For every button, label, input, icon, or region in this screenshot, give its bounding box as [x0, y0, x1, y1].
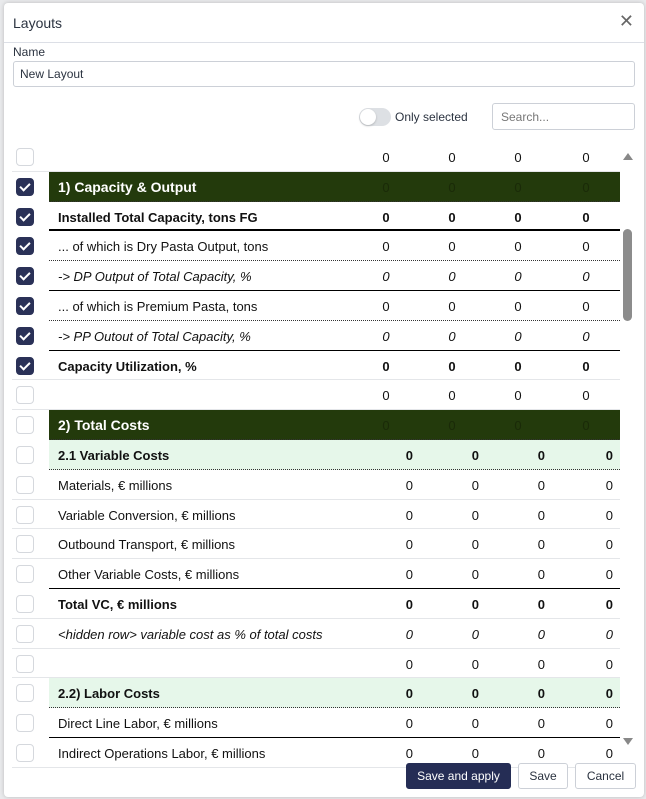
row-checkbox[interactable]: [16, 625, 34, 643]
row-checkbox[interactable]: [16, 684, 34, 702]
row-checkbox[interactable]: [16, 595, 34, 613]
row-value: 0: [382, 269, 390, 285]
row-value: 0: [514, 179, 522, 195]
row-body: [49, 142, 620, 172]
name-label: Name: [13, 45, 46, 59]
row-checkbox[interactable]: [16, 237, 34, 255]
row-value: 0: [537, 537, 545, 553]
table-row: [4, 619, 620, 649]
row-body: [49, 470, 620, 500]
row-value: 0: [537, 745, 545, 761]
table-row: [4, 172, 620, 202]
row-value: 0: [605, 447, 613, 463]
row-value: 0: [605, 537, 613, 553]
row-value: 0: [448, 298, 456, 314]
row-value: 0: [448, 209, 456, 225]
row-body: [49, 559, 620, 589]
table-row: [4, 678, 620, 708]
row-label: -> PP Outout of Total Capacity, %: [58, 328, 251, 344]
row-value: 0: [605, 716, 613, 732]
row-value: 0: [405, 745, 413, 761]
row-checkbox[interactable]: [16, 416, 34, 434]
row-value: 0: [448, 358, 456, 374]
table-row: [4, 708, 620, 738]
row-body: [49, 410, 620, 440]
table-row: [4, 321, 620, 351]
row-value: 0: [382, 418, 390, 434]
dialog-title: Layouts: [13, 14, 63, 31]
row-checkbox[interactable]: [16, 744, 34, 762]
row-label: ... of which is Premium Pasta, tons: [58, 298, 258, 314]
table-row: [4, 202, 620, 232]
table-row: [4, 500, 620, 530]
row-value: 0: [448, 328, 456, 344]
table-row: [4, 351, 620, 381]
row-body: [49, 231, 620, 261]
row-value: 0: [582, 358, 590, 374]
scroll-up-arrow-icon[interactable]: [623, 153, 633, 160]
row-value: 0: [537, 716, 545, 732]
row-body: [49, 529, 620, 559]
row-checkbox[interactable]: [16, 655, 34, 673]
row-label: Direct Line Labor, € millions: [58, 716, 218, 732]
row-value: 0: [582, 328, 590, 344]
row-label: <hidden row> variable cost as % of total costs: [58, 626, 323, 642]
row-value: 0: [514, 298, 522, 314]
row-checkbox[interactable]: [16, 208, 34, 226]
row-checkbox[interactable]: [16, 714, 34, 732]
table-row: [4, 649, 620, 679]
row-value: 0: [471, 447, 479, 463]
row-body: [49, 589, 620, 619]
row-value: 0: [471, 656, 479, 672]
row-body: [49, 440, 620, 470]
row-value: 0: [514, 328, 522, 344]
row-body: [49, 351, 620, 381]
row-checkbox[interactable]: [16, 386, 34, 404]
row-value: 0: [605, 626, 613, 642]
row-value: 0: [405, 537, 413, 553]
row-value: 0: [471, 477, 479, 493]
row-body: [49, 500, 620, 530]
row-value: 0: [405, 596, 413, 612]
row-value: 0: [405, 686, 413, 702]
row-checkbox[interactable]: [16, 178, 34, 196]
row-body: [49, 678, 620, 708]
row-value: 0: [514, 239, 522, 255]
row-value: 0: [405, 507, 413, 523]
row-value: 0: [382, 209, 390, 225]
table-row: [4, 380, 620, 410]
table-row: [4, 529, 620, 559]
row-value: 0: [382, 150, 390, 165]
row-checkbox[interactable]: [16, 267, 34, 285]
only-selected-toggle[interactable]: [359, 108, 391, 126]
row-value: 0: [471, 507, 479, 523]
row-label: -> DP Output of Total Capacity, %: [58, 269, 252, 285]
row-value: 0: [514, 209, 522, 225]
row-body: [49, 708, 620, 738]
row-value: 0: [382, 179, 390, 195]
row-value: 0: [405, 447, 413, 463]
row-value: 0: [448, 418, 456, 434]
row-label: Installed Total Capacity, tons FG: [58, 209, 258, 225]
save-and-apply-button[interactable]: Save and apply: [406, 763, 511, 789]
row-body: [49, 261, 620, 291]
row-value: 0: [382, 328, 390, 344]
only-selected-label: Only selected: [395, 110, 468, 124]
row-value: 0: [582, 298, 590, 314]
row-checkbox[interactable]: [16, 535, 34, 553]
row-value: 0: [471, 596, 479, 612]
row-value: 0: [537, 477, 545, 493]
row-value: 0: [605, 656, 613, 672]
row-label: 2.1 Variable Costs: [58, 447, 170, 463]
cancel-button[interactable]: Cancel: [575, 763, 636, 789]
row-label: Capacity Utilization, %: [58, 358, 197, 374]
row-body: [49, 321, 620, 351]
row-value: 0: [448, 150, 456, 165]
row-value: 0: [471, 716, 479, 732]
layouts-dialog: [4, 3, 644, 797]
scrollbar-thumb[interactable]: [623, 229, 632, 321]
row-checkbox[interactable]: [16, 476, 34, 494]
row-value: 0: [448, 239, 456, 255]
row-value: 0: [514, 269, 522, 285]
row-checkbox[interactable]: [16, 148, 34, 166]
row-value: 0: [537, 507, 545, 523]
row-label: Materials, € millions: [58, 477, 173, 493]
row-label: Other Variable Costs, € millions: [58, 567, 240, 583]
row-value: 0: [382, 358, 390, 374]
row-value: 0: [405, 567, 413, 583]
row-value: 0: [405, 656, 413, 672]
row-checkbox[interactable]: [16, 357, 34, 375]
row-checkbox[interactable]: [16, 565, 34, 583]
table-row: [4, 440, 620, 470]
row-value: 0: [582, 269, 590, 285]
row-value: 0: [471, 686, 479, 702]
row-label: 2.2) Labor Costs: [58, 686, 160, 702]
row-value: 0: [405, 716, 413, 732]
dialog-header: [4, 3, 644, 43]
row-value: 0: [605, 745, 613, 761]
row-value: 0: [514, 388, 522, 404]
row-value: 0: [514, 418, 522, 434]
row-checkbox[interactable]: [16, 327, 34, 345]
row-value: 0: [582, 179, 590, 195]
name-input[interactable]: [13, 61, 635, 87]
row-label: 1) Capacity & Output: [58, 178, 197, 195]
row-value: 0: [382, 298, 390, 314]
search-input[interactable]: [492, 103, 635, 130]
row-label: ... of which is Dry Pasta Output, tons: [58, 239, 269, 255]
row-value: 0: [605, 477, 613, 493]
table-row: [4, 589, 620, 619]
row-value: 0: [605, 686, 613, 702]
row-value: 0: [448, 269, 456, 285]
toggle-knob: [360, 109, 376, 125]
row-value: 0: [448, 388, 456, 404]
row-body: [49, 619, 620, 649]
row-value: 0: [514, 150, 522, 165]
table-row: [4, 142, 620, 172]
row-value: 0: [471, 537, 479, 553]
row-value: 0: [471, 626, 479, 642]
row-value: 0: [537, 656, 545, 672]
scrollbar[interactable]: [622, 149, 634, 745]
row-label: 2) Total Costs: [58, 417, 150, 434]
table-row: [4, 231, 620, 261]
row-value: 0: [605, 507, 613, 523]
row-value: 0: [448, 179, 456, 195]
row-value: 0: [582, 150, 590, 165]
row-label: Total VC, € millions: [58, 596, 177, 612]
row-checkbox[interactable]: [16, 506, 34, 524]
row-value: 0: [537, 686, 545, 702]
close-icon[interactable]: ✕: [618, 11, 634, 31]
row-body: [49, 380, 620, 410]
scroll-down-arrow-icon[interactable]: [623, 738, 633, 745]
row-value: 0: [537, 567, 545, 583]
row-body: [49, 172, 620, 202]
row-value: 0: [605, 567, 613, 583]
row-body: [49, 202, 620, 232]
row-label: Outbound Transport, € millions: [58, 537, 236, 553]
row-body: [49, 291, 620, 321]
row-value: 0: [582, 388, 590, 404]
table-row: [4, 291, 620, 321]
row-body: [49, 649, 620, 679]
row-value: 0: [514, 358, 522, 374]
row-value: 0: [582, 418, 590, 434]
row-value: 0: [471, 745, 479, 761]
row-value: 0: [537, 596, 545, 612]
row-value: 0: [471, 567, 479, 583]
row-checkbox[interactable]: [16, 446, 34, 464]
save-button[interactable]: Save: [518, 763, 568, 789]
row-value: 0: [605, 596, 613, 612]
row-label: Indirect Operations Labor, € millions: [58, 745, 266, 761]
row-value: 0: [382, 388, 390, 404]
row-checkbox[interactable]: [16, 297, 34, 315]
row-value: 0: [405, 477, 413, 493]
row-value: 0: [382, 239, 390, 255]
row-value: 0: [582, 209, 590, 225]
table-row: [4, 261, 620, 291]
row-value: 0: [405, 626, 413, 642]
table-row: [4, 559, 620, 589]
rows-table: [4, 142, 620, 761]
table-row: [4, 470, 620, 500]
row-value: 0: [537, 447, 545, 463]
table-row: [4, 410, 620, 440]
row-value: 0: [582, 239, 590, 255]
row-value: 0: [537, 626, 545, 642]
row-label: Variable Conversion, € millions: [58, 507, 236, 523]
